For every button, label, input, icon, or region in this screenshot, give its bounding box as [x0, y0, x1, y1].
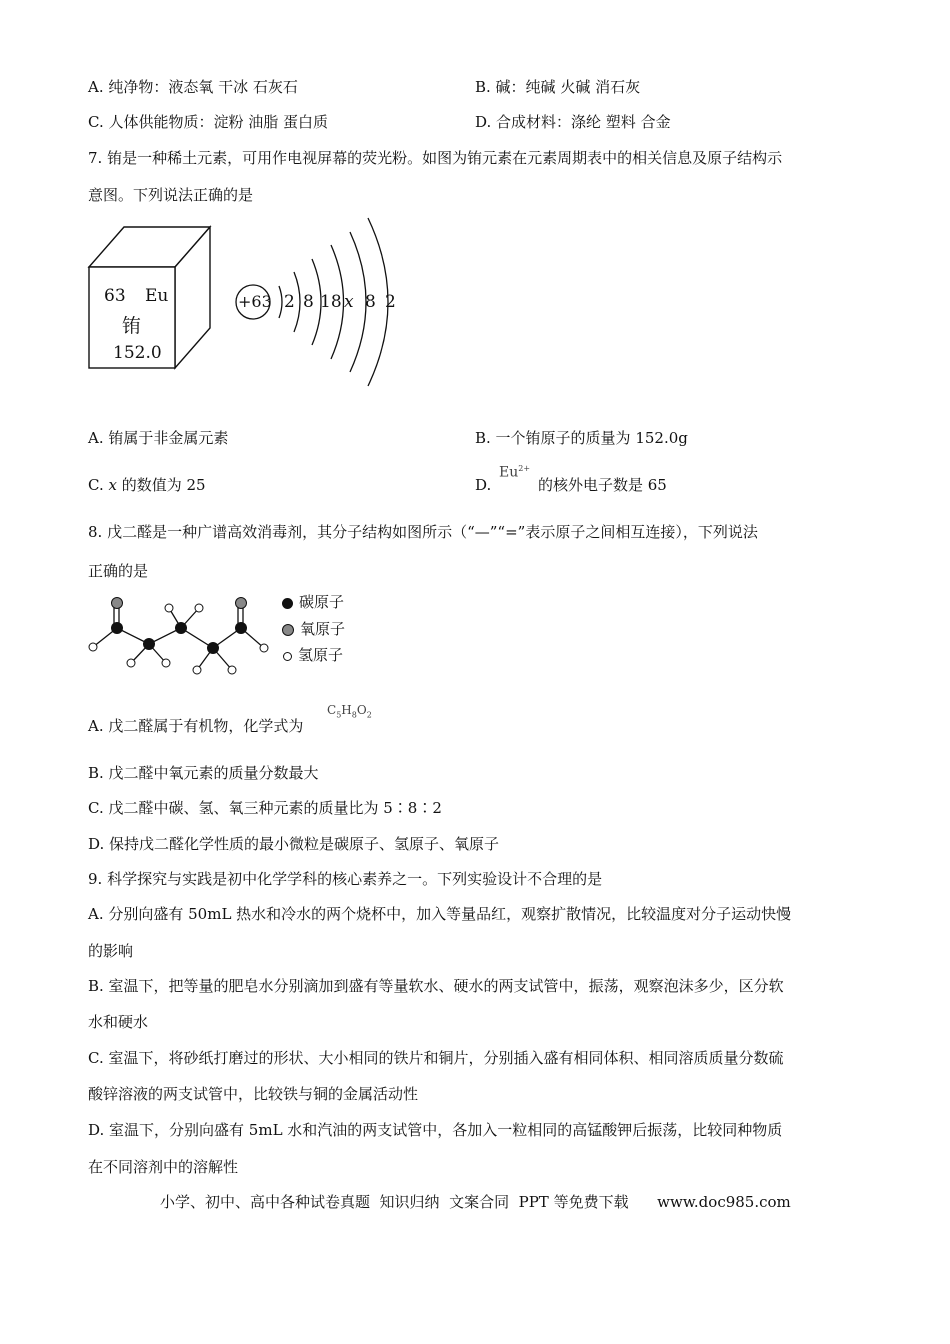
- element-atomic-mass: 152.0: [113, 343, 162, 363]
- element-atomic-number: 63: [104, 286, 126, 306]
- q7-stem-line2: 意图。下列说法正确的是: [88, 186, 254, 204]
- q9-option-c-line1: C. 室温下，将砂纸打磨过的形状、大小相同的铁片和铜片，分别插入盛有相同体积、相同溶质质量分数硫: [88, 1049, 784, 1067]
- q7-option-d-text: 的核外电子数是 65: [538, 476, 667, 494]
- hydrogen-dot-icon: [283, 652, 292, 661]
- q9-option-c-line2: 酸锌溶液的两支试管中，比较铁与铜的金属活动性: [88, 1085, 419, 1103]
- element-name: 铕: [122, 315, 142, 337]
- chemical-formula: $C_5H_8O_2$: [327, 703, 372, 720]
- carbon-dot-icon: [282, 598, 293, 609]
- q8-stem-line2: 正确的是: [88, 562, 149, 580]
- shell-2-electrons: 8: [303, 292, 314, 312]
- legend-carbon: 碳原子: [282, 591, 344, 612]
- shell-4-electrons: x: [344, 292, 354, 312]
- q7-option-d-label: D.: [475, 476, 492, 494]
- shell-6-electrons: 2: [385, 292, 396, 312]
- q6-option-a: A. 纯净物：液态氧 干冰 石灰石: [88, 78, 298, 96]
- q8-option-a: A. 戊二醛属于有机物，化学式为: [88, 717, 304, 735]
- q9-option-b-line2: 水和硬水: [88, 1013, 149, 1031]
- q7-option-a: A. 铕属于非金属元素: [88, 429, 229, 447]
- q7-option-b: B. 一个铕原子的质量为 152.0g: [475, 429, 688, 447]
- q6-option-d: D. 合成材料：涤纶 塑料 合金: [475, 113, 671, 131]
- shell-3-electrons: 18: [320, 292, 342, 312]
- q9-option-a-line2: 的影响: [88, 942, 134, 960]
- q6-option-b: B. 碱：纯碱 火碱 消石灰: [475, 78, 641, 96]
- legend-oxygen: 氧原子: [282, 618, 345, 639]
- q9-option-b-line1: B. 室温下，把等量的肥皂水分别滴加到盛有等量软水、硬水的两支试管中，振荡，观察泡沫多少，区分软: [88, 977, 784, 995]
- legend-hydrogen: 氢原子: [283, 644, 343, 665]
- q9-option-d-line1: D. 室温下，分别向盛有 5mL 水和汽油的两支试管中，各加入一粒相同的高锰酸钾后振荡，比较同种物质: [88, 1121, 783, 1139]
- q7-option-c: C. x 的数值为 25: [88, 476, 206, 494]
- element-symbol: Eu: [145, 286, 169, 306]
- q9-option-d-line2: 在不同溶剂中的溶解性: [88, 1158, 239, 1176]
- q6-option-c: C. 人体供能物质：淀粉 油脂 蛋白质: [88, 113, 329, 131]
- q7-stem-line1: 7. 铕是一种稀土元素，可用作电视屏幕的荧光粉。如图为铕元素在元素周期表中的相关信息及原子结构示: [88, 149, 783, 167]
- q9-stem: 9. 科学探究与实践是初中化学学科的核心素养之一。下列实验设计不合理的是: [88, 870, 603, 888]
- glutaraldehyde-structure: [82, 592, 282, 687]
- q8-option-d: D. 保持戊二醛化学性质的最小微粒是碳原子、氢原子、氧原子: [88, 835, 500, 853]
- oxygen-dot-icon: [282, 624, 294, 636]
- q8-option-b: B. 戊二醛中氧元素的质量分数最大: [88, 764, 319, 782]
- q8-option-c: C. 戊二醛中碳、氢、氧三种元素的质量比为 5∶8∶2: [88, 799, 442, 817]
- shell-5-electrons: 8: [365, 292, 376, 312]
- eu-ion-symbol: $Eu^{2+}$: [499, 464, 531, 481]
- q9-option-a-line1: A. 分别向盛有 50mL 热水和冷水的两个烧杯中，加入等量品红，观察扩散情况，比较温度对分子运动快慢: [88, 905, 792, 923]
- nucleus-charge: +63: [238, 292, 272, 311]
- shell-1-electrons: 2: [284, 292, 295, 312]
- q8-stem-line1: 8. 戊二醛是一种广谱高效消毒剂，其分子结构如图所示（“—”“=”表示原子之间相互连接），下列说法: [88, 523, 758, 541]
- page-footer: 小学、初中、高中各种试卷真题 知识归纳 文案合同 PPT 等免费下载 www.doc985.com: [160, 1193, 791, 1211]
